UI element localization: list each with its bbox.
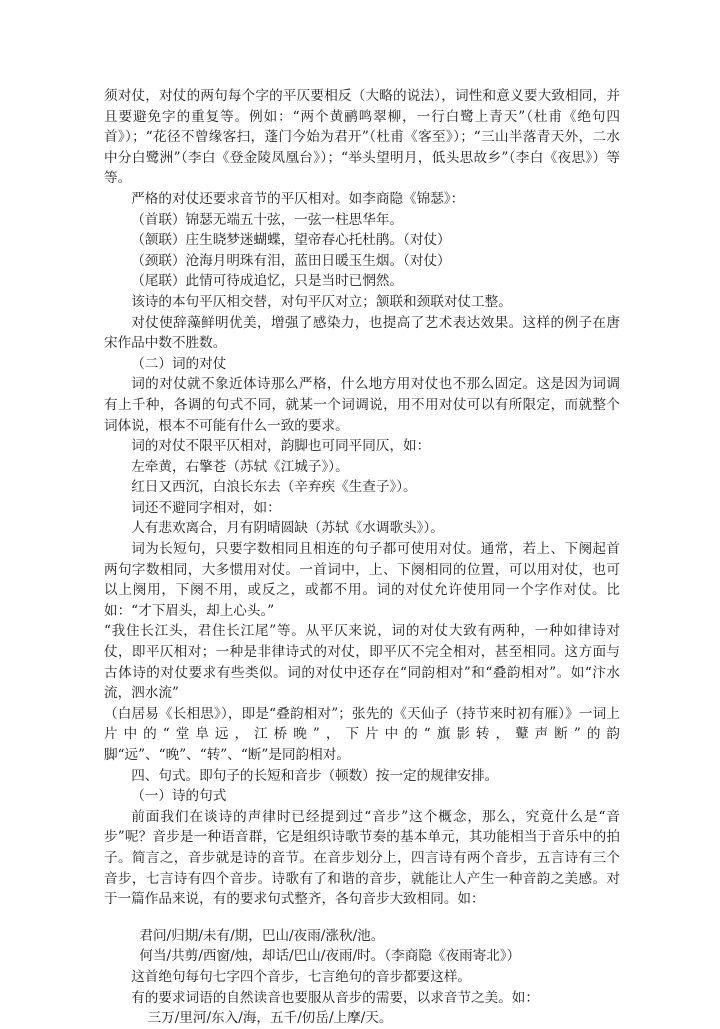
paragraph: 词的对仗就不象近体诗那么严格，什么地方用对仗也不那么固定。这是因为词调有上千种，各调的句式不同，就某一个词调说，用不用对仗可以有所限定，而就整个词体说，根本不可能有什么一致的要求。 — [104, 376, 620, 434]
poem-line: （颔联）庄生晓梦迷蝴蝶，望帝春心托杜鹃。（对仗） — [131, 232, 451, 249]
paragraph: 有的要求词语的自然读音也要服从音步的需要，以求音节之美。如： — [131, 989, 539, 1006]
poem-line: （首联）锦瑟无端五十弦，一弦一柱思华年。 — [131, 211, 404, 228]
poem-line: （尾联）此情可待成追忆，只是当时已惘然。 — [131, 273, 404, 290]
paragraph: 这首绝句每句七字四个音步，七言绝句的音步都要这样。 — [131, 968, 472, 985]
example-line: 人有悲欢离合，月有阴晴圆缺（苏轼《水调歌头》）。 — [131, 520, 444, 537]
paragraph: （白居易《长相思》），即是“叠韵相对”；张先的《天仙子（持节来时初有雁）》一词上片中的“堂阜远，江桥晚”，下片中的“旗影转，鼙声断”的韵脚“远”、“晚”、“转”、“断”是同韵相对。 — [104, 705, 620, 763]
blank-gap — [104, 910, 620, 926]
poem-line: 何当/共剪/西窗/烛，却话/巴山/夜雨/时。（李商隐《夜雨寄北》） — [139, 948, 521, 965]
section-heading: （二）词的对仗 — [131, 355, 227, 372]
paragraph: 词的对仗不限平仄相对，韵脚也可同平同仄，如： — [131, 438, 431, 455]
example-line: 左牵黄，右擎苍（苏轼《江城子》）。 — [131, 458, 349, 475]
paragraph: 对仗使辞藻鲜明优美，增强了感染力，也提高了艺术表达效果。这样的例子在唐宋作品中数不胜数。 — [104, 314, 620, 352]
document-body — [104, 86, 620, 1029]
poem-line: （颈联）沧海月明珠有泪，蓝田日暖玉生烟。（对仗） — [131, 252, 451, 269]
poem-line: 三万/里河/东入/海，五千/仞岳/上摩/天。 — [147, 1010, 393, 1027]
paragraph: 前面我们在谈诗的声律时已经提到过“音步”这个概念，那么，究竟什么是“音步”呢？音步是一种语音群，它是组织诗歌节奏的基本单元，其功能相当于音乐中的拍子。简言之，音步就是诗的音节。在音步划分上，四言诗有两个音步，五言诗有三个音步，七言诗有四个音步。诗歌有了和谐的音步，就能让人产生一种音韵之美感。对于一篇作品来说，有的要求句式整齐，各句音步大致相同。如： — [104, 808, 620, 908]
example-line: 红日又西沉，白浪长东去（辛弃疾《生查子》）。 — [131, 479, 417, 496]
paragraph: “我住长江头，君住长江尾”等。从平仄来说，词的对仗大致有两种，一种如律诗对仗，即平仄相对；一种是非律诗式的对仗，即平仄不完全相对，甚至相同。这方面与古体诗的对仗要求有些类似。词的对仗中还存在“同韵相对”和“叠韵相对”。如“汴水流，泗水流” — [104, 623, 620, 702]
paragraph: 须对仗，对仗的两句每个字的平仄要相反（大略的说法），词性和意义要大致相同，并且要避免字的重复等。例如：“两个黄鹂鸣翠柳，一行白鹭上青天”（杜甫《绝句四首》）；“花径不曾缘客扫，蓬门今始为君开”（杜甫《客至》）；“三山半落青天外，二水中分白鹭洲”（李白《登金陵凤凰台》）；“举头望明月，低头思故乡”（李白《夜思》）等等。 — [104, 88, 620, 187]
paragraph: 词还不避同字相对，如： — [131, 499, 281, 516]
paragraph: 严格的对仗还要求音节的平仄相对。如李商隐《锦瑟》： — [131, 190, 465, 207]
paragraph: 该诗的本句平仄相交替，对句平仄对立；颔联和颈联对仗工整。 — [131, 293, 512, 310]
paragraph: 词为长短句，只要字数相同且相连的句子都可使用对仗。通常，若上、下阕起首两句字数相同，大多惯用对仗。一首词中，上、下阕相同的位置，可以用对仗，也可以上阕用，下阕不用，或反之，或都不用。词的对仗允许使用同一个字作对仗。比如：“才下眉头，却上心头。” — [104, 541, 620, 619]
section-heading: 四、句式。即句子的长短和音步（顿数）按一定的规律安排。 — [131, 767, 499, 784]
section-heading: （一）诗的句式 — [131, 788, 227, 805]
poem-line: 君问/归期/未有/期，巴山/夜雨/涨秋/池。 — [139, 927, 385, 944]
